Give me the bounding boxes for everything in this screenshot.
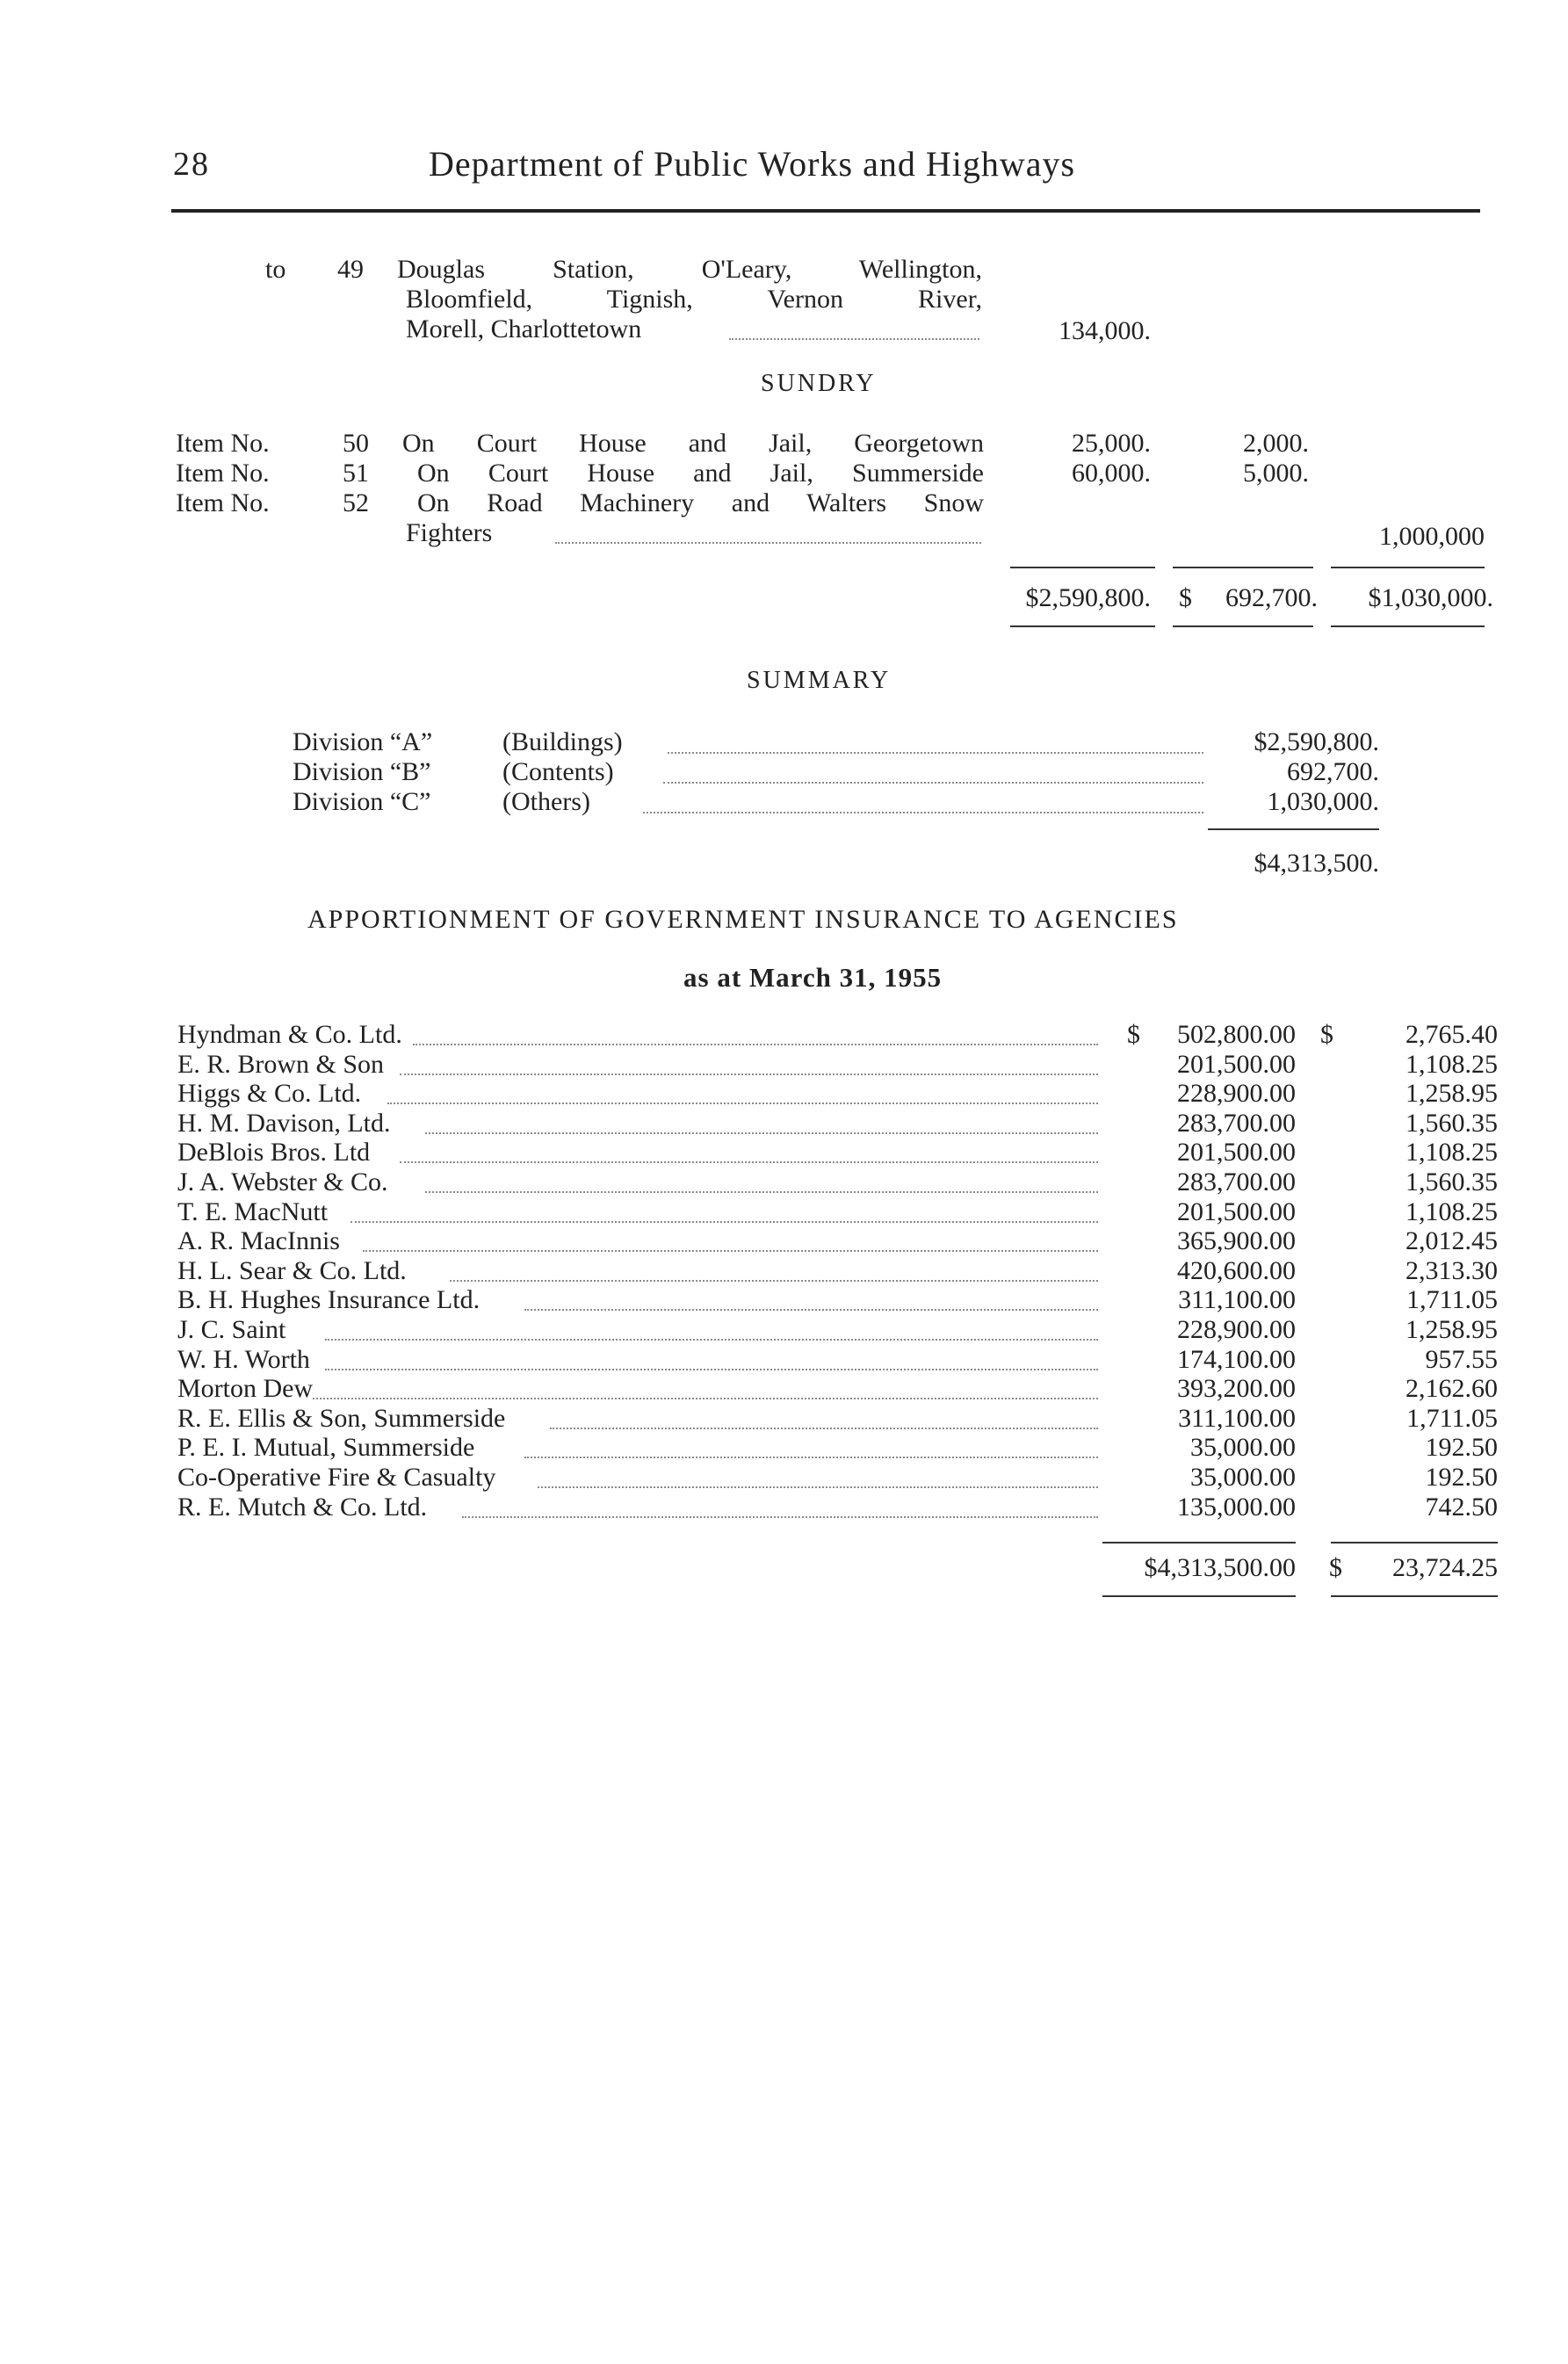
page-title: Department of Public Works and Highways	[429, 144, 1076, 184]
leader-dots	[413, 1044, 1098, 1045]
agency-premium: 1,258.95	[1405, 1315, 1498, 1344]
continued-prefix: to	[265, 255, 286, 284]
agency-name: R. E. Ellis & Son, Summerside	[177, 1404, 506, 1433]
summary-heading: SUMMARY	[747, 667, 892, 694]
summary-category: (Others)	[502, 787, 590, 816]
leader-dots	[325, 1339, 1098, 1341]
summary-division: Division “B”	[293, 757, 431, 786]
agency-premium: 1,560.35	[1405, 1168, 1498, 1196]
total-rule	[1331, 625, 1485, 627]
agency-name: B. H. Hughes Insurance Ltd.	[177, 1285, 481, 1314]
leader-dots	[400, 1161, 1098, 1163]
page-number: 28	[173, 146, 210, 183]
leader-dots	[550, 1428, 1098, 1429]
leader-dots	[325, 1369, 1098, 1370]
agency-insured-amount: 201,500.00	[1177, 1138, 1296, 1167]
sundry-item-label: Item No.	[176, 488, 270, 517]
agency-premium: 1,108.25	[1405, 1138, 1498, 1167]
agency-name: Higgs & Co. Ltd.	[177, 1079, 362, 1108]
agency-name: R. E. Mutch & Co. Ltd.	[177, 1493, 428, 1522]
agency-insured-amount: 174,100.00	[1177, 1345, 1296, 1374]
agency-premium: 957.55	[1425, 1345, 1498, 1374]
sundry-total-col1: $2,590,800.	[1025, 583, 1151, 612]
leader-dots	[425, 1132, 1098, 1134]
agency-total-rule	[1102, 1595, 1296, 1597]
sundry-total-col2-symbol: $	[1179, 583, 1192, 612]
total-rule	[1010, 625, 1155, 627]
agency-insured-amount: 311,100.00	[1178, 1404, 1296, 1433]
agency-name: H. L. Sear & Co. Ltd.	[177, 1256, 407, 1285]
agency-premium: 2,313.30	[1405, 1256, 1498, 1285]
agency-insured-amount: 201,500.00	[1177, 1050, 1296, 1079]
agency-premium: 1,711.05	[1406, 1404, 1498, 1433]
leader-dots	[450, 1280, 1098, 1282]
sundry-col1-value: 60,000.	[1072, 459, 1151, 488]
agency-insured-amount: 35,000.00	[1190, 1433, 1296, 1462]
summary-subtotal-rule	[1208, 828, 1379, 830]
agency-name: Morton Dew	[177, 1374, 314, 1403]
sundry-item-label: Item No.	[176, 429, 270, 458]
leader-dots	[663, 782, 1203, 784]
agency-total-premium-symbol: $	[1329, 1553, 1342, 1582]
summary-amount: $2,590,800.	[1254, 727, 1379, 756]
leader-dots	[462, 1516, 1098, 1518]
agency-name: T. E. MacNutt	[177, 1197, 329, 1226]
subtotal-rule	[1331, 567, 1485, 568]
summary-amount: 692,700.	[1287, 757, 1379, 786]
agency-total-premium: 23,724.25	[1392, 1553, 1498, 1582]
sundry-col2-value: 5,000.	[1243, 459, 1309, 488]
agency-name: A. R. MacInnis	[177, 1226, 340, 1255]
leader-dots	[425, 1191, 1098, 1193]
subtotal-rule	[1173, 567, 1313, 568]
agency-premium: 192.50	[1425, 1433, 1498, 1462]
insured-currency-symbol: $	[1127, 1020, 1140, 1049]
continued-desc-line: Douglas Station, O'Leary, Wellington,	[397, 255, 982, 284]
sundry-item-label: Item No.	[176, 459, 270, 488]
agency-name: W. H. Worth	[177, 1345, 310, 1374]
total-rule	[1173, 625, 1313, 627]
agency-premium: 2,012.45	[1405, 1226, 1498, 1255]
agency-insured-amount: 393,200.00	[1177, 1374, 1296, 1403]
agency-name: Co-Operative Fire & Casualty	[177, 1463, 496, 1492]
sundry-item-number: 52	[343, 488, 369, 517]
leader-dots	[555, 542, 981, 544]
agency-premium: 2,765.40	[1405, 1020, 1498, 1049]
agency-premium: 2,162.60	[1405, 1374, 1498, 1403]
agency-insured-amount: 502,800.00	[1177, 1020, 1296, 1049]
agency-total-insured: $4,313,500.00	[1144, 1553, 1296, 1582]
continued-item-number: 49	[337, 255, 364, 284]
agency-premium: 1,560.35	[1405, 1109, 1498, 1138]
agency-insured-amount: 283,700.00	[1177, 1168, 1296, 1196]
sundry-col3-value: 1,000,000	[1379, 522, 1485, 551]
agency-insured-amount: 365,900.00	[1177, 1226, 1296, 1255]
summary-amount: 1,030,000.	[1267, 787, 1379, 816]
summary-total: $4,313,500.	[1254, 849, 1379, 878]
continued-desc-line: Bloomfield, Tignish, Vernon River,	[406, 285, 982, 314]
agency-subtotal-rule	[1102, 1542, 1296, 1543]
sundry-total-col2: 692,700.	[1225, 583, 1318, 612]
sundry-item-desc: On Road Machinery and Walters Snow	[417, 488, 984, 517]
agency-premium: 1,711.05	[1406, 1285, 1498, 1314]
sundry-col1-value: 25,000.	[1072, 429, 1151, 458]
agency-name: J. A. Webster & Co.	[177, 1168, 388, 1196]
continued-amount: 134,000.	[1059, 316, 1151, 345]
apportionment-subheading: as at March 31, 1955	[683, 962, 943, 993]
leader-dots	[363, 1250, 1098, 1252]
agency-premium: 192.50	[1425, 1463, 1498, 1492]
premium-currency-symbol: $	[1320, 1020, 1333, 1049]
agency-insured-amount: 420,600.00	[1177, 1256, 1296, 1285]
agency-insured-amount: 228,900.00	[1177, 1315, 1296, 1344]
leader-dots	[538, 1486, 1098, 1488]
agency-premium: 1,108.25	[1405, 1050, 1498, 1079]
sundry-item-number: 51	[343, 459, 369, 488]
agency-insured-amount: 135,000.00	[1177, 1493, 1296, 1522]
agency-subtotal-rule	[1331, 1542, 1498, 1543]
sundry-heading: SUNDRY	[761, 370, 877, 397]
leader-dots	[643, 812, 1203, 813]
sundry-item-desc-cont: Fighters	[406, 518, 493, 547]
summary-division: Division “C”	[293, 787, 431, 816]
agency-name: P. E. I. Mutual, Summerside	[177, 1433, 475, 1462]
sundry-item-number: 50	[343, 429, 369, 458]
agency-name: Hyndman & Co. Ltd.	[177, 1020, 402, 1049]
apportionment-heading: APPORTIONMENT OF GOVERNMENT INSURANCE TO AGENCIES	[307, 905, 1179, 934]
sundry-item-desc: On Court House and Jail, Summerside	[417, 459, 984, 488]
leader-dots	[524, 1457, 1098, 1458]
header-rule	[171, 209, 1480, 213]
leader-dots	[524, 1309, 1098, 1311]
leader-dots	[387, 1102, 1098, 1104]
summary-division: Division “A”	[293, 727, 433, 756]
agency-name: H. M. Davison, Ltd.	[177, 1109, 391, 1138]
agency-name: J. C. Saint	[177, 1315, 286, 1344]
leader-dots	[350, 1221, 1098, 1223]
sundry-col2-value: 2,000.	[1243, 429, 1309, 458]
agency-name: DeBlois Bros. Ltd	[177, 1138, 371, 1167]
continued-desc-line: Morell, Charlottetown	[406, 314, 642, 343]
sundry-total-col3: $1,030,000.	[1368, 583, 1493, 612]
agency-insured-amount: 283,700.00	[1177, 1109, 1296, 1138]
agency-total-rule	[1331, 1595, 1498, 1597]
agency-insured-amount: 35,000.00	[1190, 1463, 1296, 1492]
agency-name: E. R. Brown & Son	[177, 1050, 385, 1079]
agency-insured-amount: 311,100.00	[1178, 1285, 1296, 1314]
summary-category: (Contents)	[502, 757, 614, 786]
agency-premium: 1,108.25	[1405, 1197, 1498, 1226]
leader-dots	[400, 1074, 1098, 1075]
agency-insured-amount: 228,900.00	[1177, 1079, 1296, 1108]
subtotal-rule	[1010, 567, 1155, 568]
leader-dots	[668, 752, 1203, 754]
agency-premium: 742.50	[1425, 1493, 1498, 1522]
leader-dots	[313, 1398, 1098, 1399]
summary-category: (Buildings)	[502, 727, 623, 756]
leader-dots	[729, 338, 979, 340]
agency-premium: 1,258.95	[1405, 1079, 1498, 1108]
agency-insured-amount: 201,500.00	[1177, 1197, 1296, 1226]
sundry-item-desc: On Court House and Jail, Georgetown	[402, 429, 984, 458]
